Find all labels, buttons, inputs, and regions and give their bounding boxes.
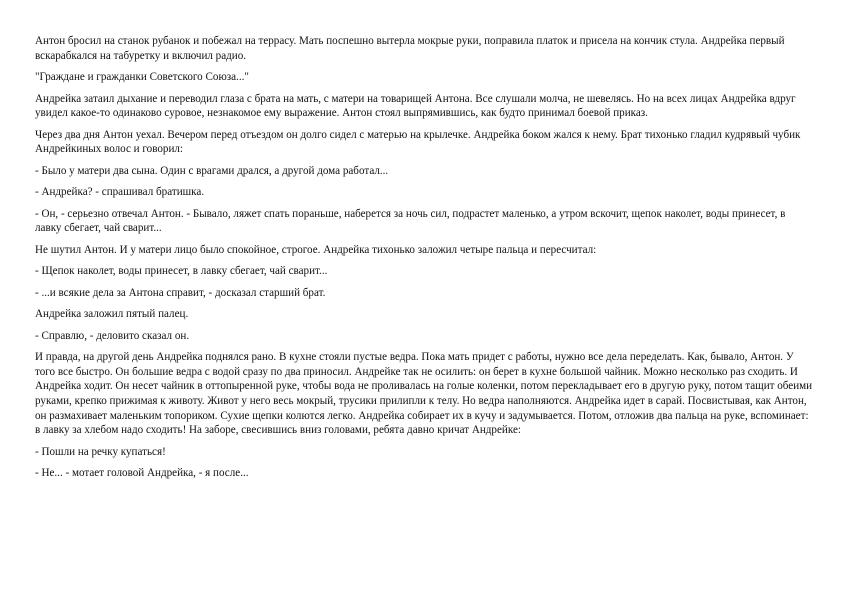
paragraph-15: - Не... - мотает головой Андрейка, - я после... — [35, 467, 249, 480]
paragraph-7: - Он, - серьезно отвечал Антон. - Бывало, ляжет спать пораньше, наберется за ночь сил, подрастет маленько, а утром вскочит, щепок наколет, воды принесет, в лавку сбегает, чай сварит... — [35, 207, 786, 235]
paragraph-1: Антон бросил на станок рубанок и побежал на террасу. Мать поспешно вытерла мокрые руки, поправила платок и присела на кончик стула. Андрейка первый вскарабкался на табуретку и включил радио. — [35, 35, 785, 62]
paragraph-10: - ...и всякие дела за Антона справит, - досказал старший брат. — [35, 286, 326, 299]
paragraph-2: "Граждане и гражданки Советского Союза..." — [35, 71, 249, 84]
paragraph-12: - Справлю, - деловито сказал он. — [35, 329, 190, 342]
paragraph-5: - Было у матери два сына. Один с врагами дрался, а другой дома работал... — [35, 164, 389, 177]
paragraph-13: И правда, на другой день Андрейка поднялся рано. В кухне стояли пустые ведра. Пока мать придет с работы, нужно все дела переделать. Как, бывало, Антон. У того все быстро. Он большие ведра с водой сразу по два приносил. Андрейке так не осилить: он берет в кухне большой чайник. Можно несколько раз сходить. И Андрейка ходит. Он несет чайник в оттопыренной руке, чтобы вода не проливалась на голые коленки, потом перекладывает его в другую руку, потом тащит обеими руками, крепко прижимая к животу. Живот у него весь мокрый, трусики прилипли к телу. Но ведра наполняются. Андрейка идет в сарай. Посвистывая, как Антон, он размахивает маленьким топориком. Сухие щепки колются легко. Андрейка собирает их в кучу и задумывается. Потом, отложив два пальца на руке, вспоминает: в лавку за хлебом надо сходить! На заборе, свесившись вниз головами, ребята давно кричат Андрейке: — [35, 351, 813, 437]
paragraph-6: - Андрейка? - спрашивал братишка. — [35, 186, 205, 199]
story-text — [35, 34, 813, 488]
paragraph-8: Не шутил Антон. И у матери лицо было спокойное, строгое. Андрейка тихонько заложил четыре пальца и пересчитал: — [35, 243, 597, 256]
paragraph-3: Андрейка затаил дыхание и переводил глаза с брата на мать, с матери на товарищей Антона. Все слушали молча, не шевелясь. Но на всех лицах Андрейка вдруг увидел какое-то одинаково суровое, незнакомое ему выражение. Антон стоял выпрямившись, как будто принимал боевой приказ. — [35, 92, 796, 120]
paragraph-11: Андрейка заложил пятый палец. — [35, 308, 189, 321]
paragraph-14: - Пошли на речку купаться! — [35, 445, 166, 458]
paragraph-9: - Щепок наколет, воды принесет, в лавку сбегает, чай сварит... — [35, 265, 328, 278]
paragraph-4: Через два дня Антон уехал. Вечером перед отъездом он долго сидел с матерью на крылечке. Андрейка боком жался к нему. Брат тихонько гладил кудрявый чубик Андрейкиных волос и говорил: — [35, 128, 801, 156]
